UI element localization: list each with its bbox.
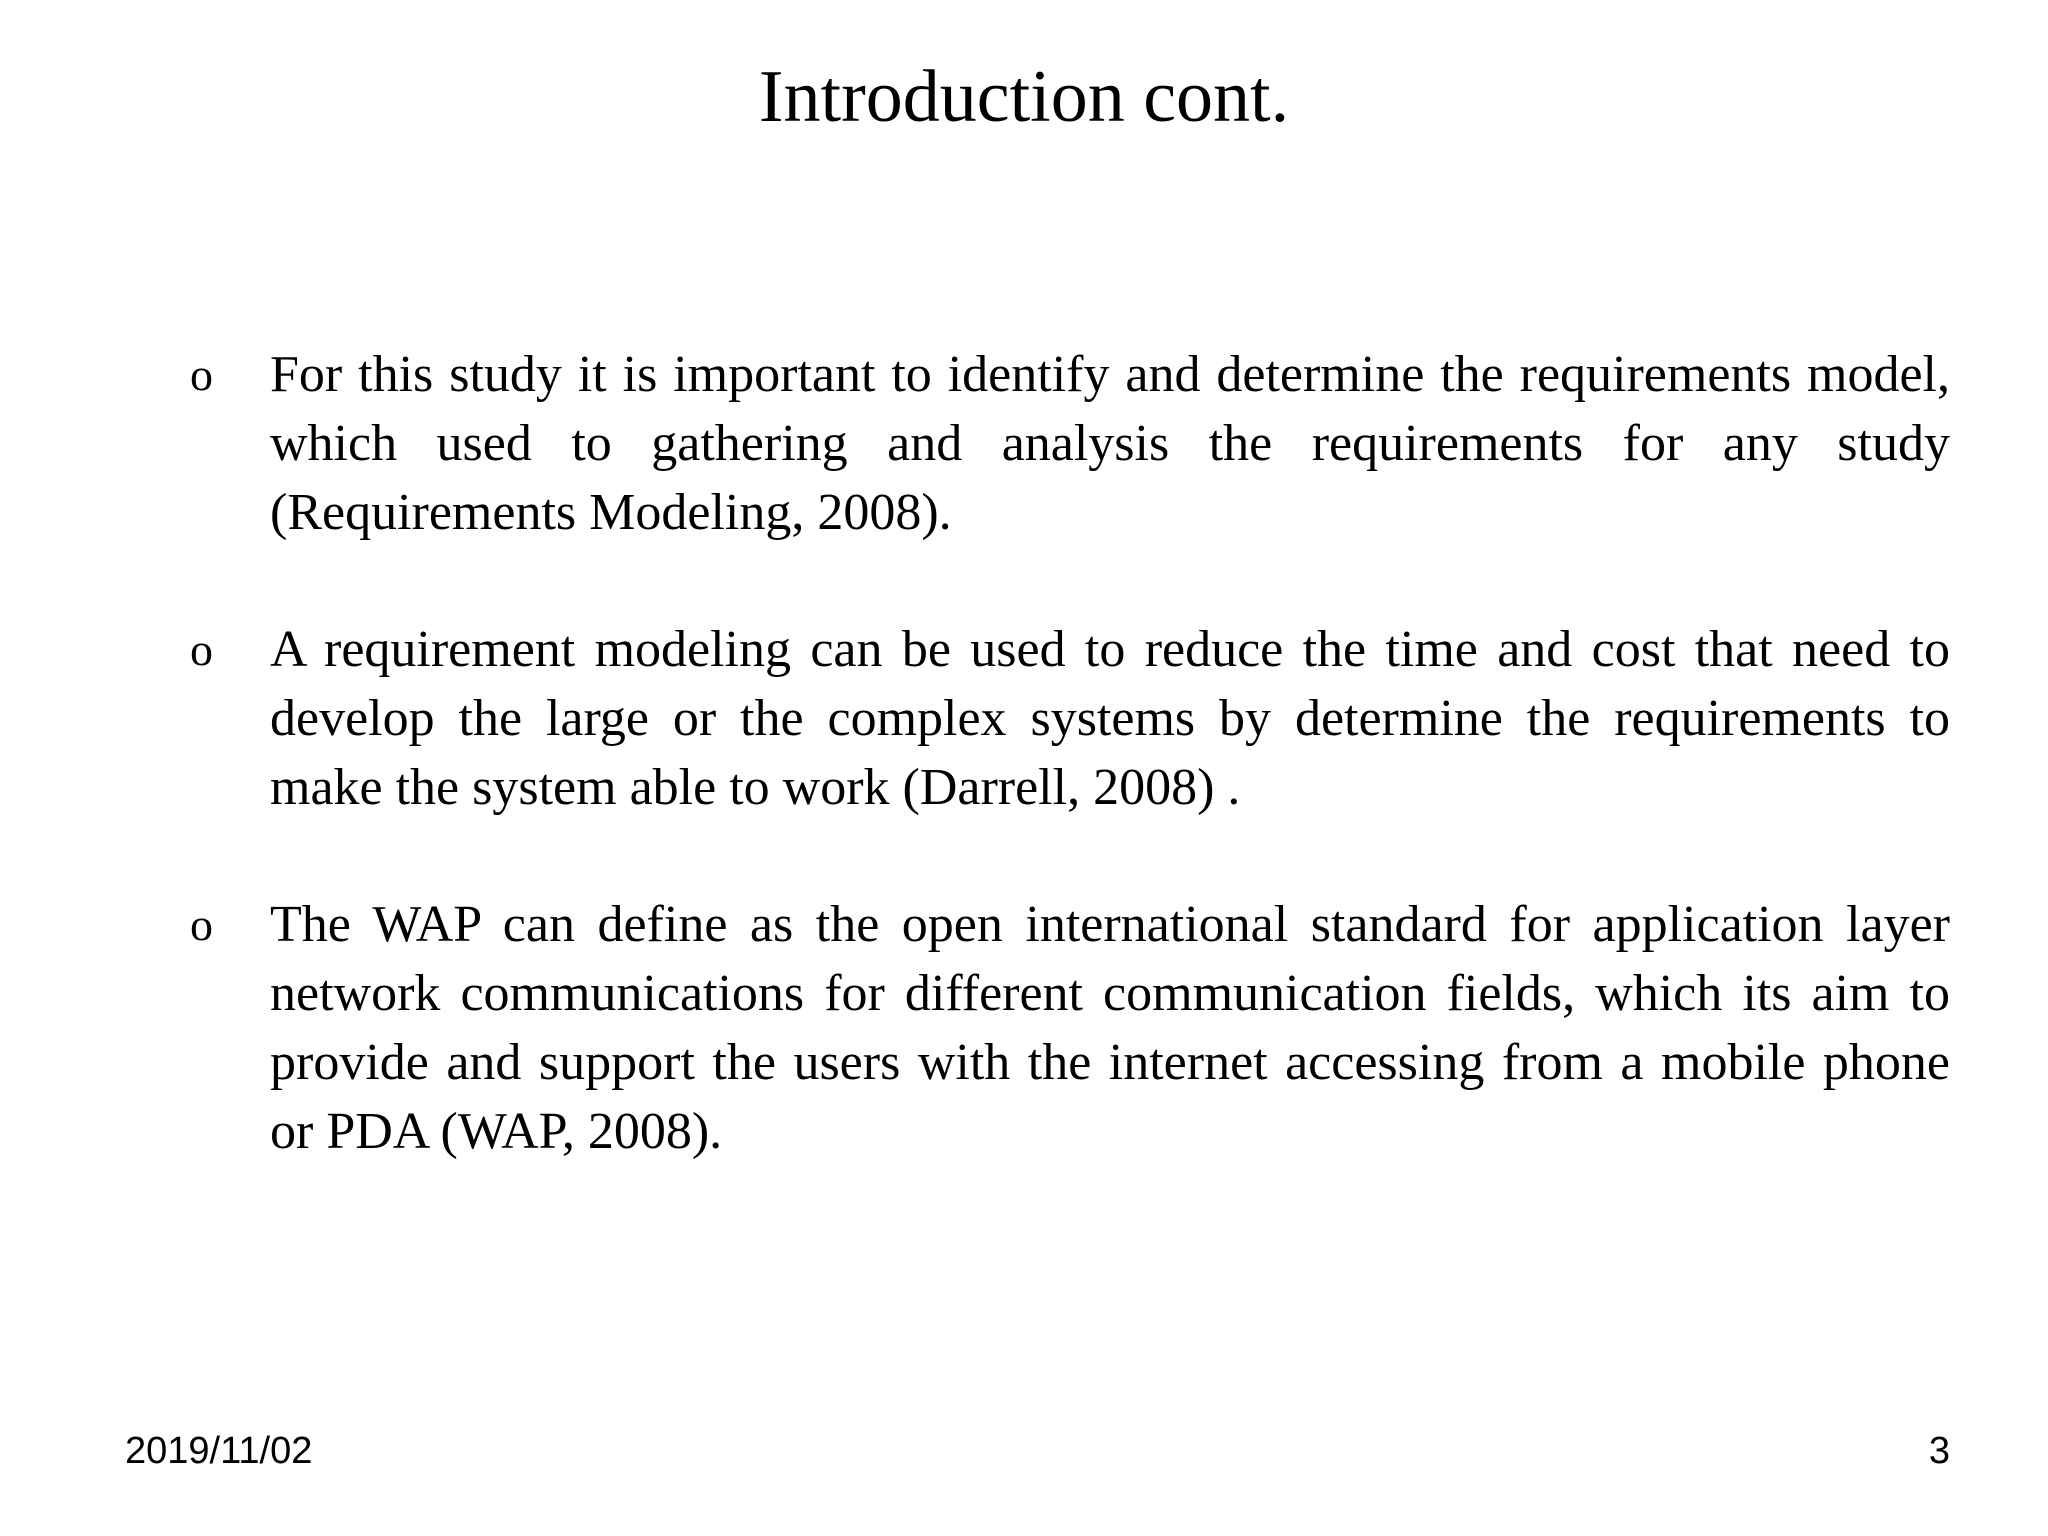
bullet-text: The WAP can define as the open international standard for application layer network communications for different communication fields, which its aim to provide and support the users with the internet accessing from a mobile phone or PDA (WAP, 2008). <box>270 896 1950 1160</box>
bullet-item <box>190 340 1950 547</box>
bullet-marker-icon: o <box>190 349 213 400</box>
footer-date: 2019/11/02 <box>125 1430 313 1472</box>
slide-title: Introduction cont. <box>758 56 1290 138</box>
bullet-item <box>190 615 1950 822</box>
page-number: 3 <box>1928 1430 1950 1472</box>
bullet-marker-icon: o <box>190 899 213 950</box>
bullet-item <box>190 890 1950 1166</box>
bullet-text: For this study it is important to identify and determine the requirements model, which used to gathering and analysis the requirements for any study (Requirements Modeling, 2008). <box>270 346 1950 541</box>
bullet-list <box>190 340 1950 1234</box>
bullet-text: A requirement modeling can be used to reduce the time and cost that need to develop the large or the complex systems by determine the requirements to make the system able to work (Darrell, 2008) . <box>270 621 1950 816</box>
bullet-marker-icon: o <box>190 624 213 675</box>
